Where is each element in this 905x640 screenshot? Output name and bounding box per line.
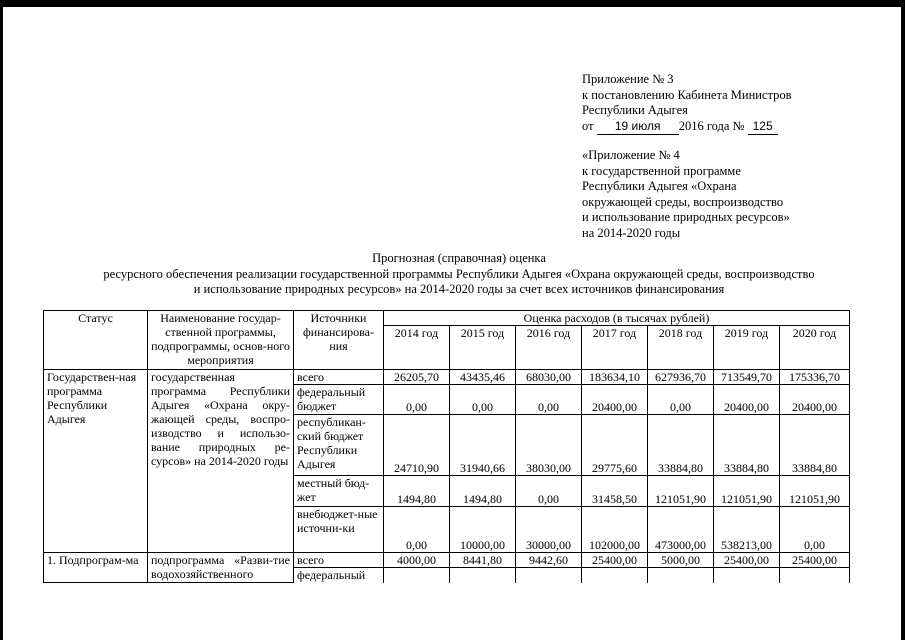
title-line: Прогнозная (справочная) оценка: [372, 251, 546, 265]
value-cell: 25400,00: [780, 553, 850, 568]
value-cell: 10000,00: [450, 507, 516, 553]
source-cell: федеральный: [294, 568, 384, 583]
header-year: 2019 год: [714, 326, 780, 370]
scan-border-right: [901, 0, 905, 640]
date-prefix: от: [582, 118, 594, 133]
value-cell: 538213,00: [714, 507, 780, 553]
value-cell: 8441,80: [450, 553, 516, 568]
value-cell: 4000,00: [384, 553, 450, 568]
appendix-4-header: [582, 148, 790, 241]
value-cell: [582, 568, 648, 583]
appendix-line: «Приложение № 4: [582, 148, 680, 162]
appendix-line: на 2014-2020 годы: [582, 225, 681, 240]
value-cell: 1494,80: [384, 476, 450, 507]
value-cell: [648, 568, 714, 583]
resource-table: [43, 310, 850, 583]
appendix-line: Республики Адыгея: [582, 103, 688, 117]
appendix-date-line: [582, 119, 792, 136]
value-cell: 0,00: [384, 507, 450, 553]
value-cell: 0,00: [516, 476, 582, 507]
source-cell: федеральный бюджет: [294, 385, 384, 415]
value-cell: 175336,70: [780, 370, 850, 385]
value-cell: 473000,00: [648, 507, 714, 553]
source-cell: всего: [294, 370, 384, 385]
header-year: 2015 год: [450, 326, 516, 370]
title-line: и использование природных ресурсов» на 2014-2020 годы за счет всех источников финансирования: [193, 282, 725, 296]
value-cell: 121051,90: [714, 476, 780, 507]
value-cell: 33884,80: [648, 415, 714, 476]
appendix-3-header: [582, 72, 792, 135]
value-cell: 25400,00: [582, 553, 648, 568]
value-cell: 5000,00: [648, 553, 714, 568]
header-year: 2016 год: [516, 326, 582, 370]
value-cell: 25400,00: [714, 553, 780, 568]
subprogram-name: подпрограмма «Разви-тие водохозяйственного: [148, 553, 294, 583]
scan-border-top: [0, 0, 905, 7]
appendix-line: и использование природных ресурсов»: [582, 210, 790, 224]
header-year: 2020 год: [780, 326, 850, 370]
value-cell: 33884,80: [714, 415, 780, 476]
value-cell: 43435,46: [450, 370, 516, 385]
program-status: Государствен-ная программа Республики Адыгея: [44, 370, 148, 553]
document-title: [44, 251, 874, 298]
value-cell: [516, 568, 582, 583]
source-cell: местный бюд-жет: [294, 476, 384, 507]
value-cell: 38030,00: [516, 415, 582, 476]
value-cell: 1494,80: [450, 476, 516, 507]
date-day-month: 19 июля: [597, 119, 679, 136]
source-cell: внебюджет-ные источни-ки: [294, 507, 384, 553]
value-cell: 68030,00: [516, 370, 582, 385]
value-cell: 713549,70: [714, 370, 780, 385]
scan-border-left: [0, 0, 3, 640]
value-cell: [714, 568, 780, 583]
value-cell: 20400,00: [714, 385, 780, 415]
table-row: [44, 370, 850, 385]
value-cell: 627936,70: [648, 370, 714, 385]
value-cell: [384, 568, 450, 583]
value-cell: 33884,80: [780, 415, 850, 476]
value-cell: 31940,66: [450, 415, 516, 476]
value-cell: 0,00: [516, 385, 582, 415]
header-sources: Источники финансирова-ния: [294, 311, 384, 370]
date-year: 2016 года №: [678, 118, 745, 133]
value-cell: 121051,90: [648, 476, 714, 507]
source-cell: всего: [294, 553, 384, 568]
appendix-line: окружающей среды, воспроизводство: [582, 194, 784, 209]
value-cell: 0,00: [780, 507, 850, 553]
value-cell: 0,00: [648, 385, 714, 415]
value-cell: 0,00: [450, 385, 516, 415]
header-year: 2014 год: [384, 326, 450, 370]
title-line: ресурсного обеспечения реализации государственной программы Республики Адыгея «Охрана окружающей среды, воспроизводство: [103, 266, 815, 281]
value-cell: 24710,90: [384, 415, 450, 476]
value-cell: 30000,00: [516, 507, 582, 553]
value-cell: [780, 568, 850, 583]
header-status: Статус: [44, 311, 148, 370]
value-cell: [450, 568, 516, 583]
decree-number: 125: [748, 119, 778, 136]
header-estimate: Оценка расходов (в тысячах рублей): [384, 311, 850, 326]
appendix-line: Республики Адыгея «Охрана: [582, 179, 737, 193]
value-cell: 102000,00: [582, 507, 648, 553]
value-cell: 0,00: [384, 385, 450, 415]
header-name: Наименование государ-ственной программы, подпрограммы, основ-ного мероприятия: [148, 311, 294, 370]
program-name: государственная программа Республики Адыгея «Охрана окру-жающей среды, воспро-изводство и использо-вание природных ре-сурсов» на 2014-2020 годы: [148, 370, 294, 553]
header-row: [44, 311, 850, 326]
subprogram-status: 1. Подпрограм-ма: [44, 553, 148, 583]
value-cell: 29775,60: [582, 415, 648, 476]
value-cell: 31458,50: [582, 476, 648, 507]
value-cell: 20400,00: [582, 385, 648, 415]
value-cell: 26205,70: [384, 370, 450, 385]
value-cell: 183634,10: [582, 370, 648, 385]
value-cell: 9442,60: [516, 553, 582, 568]
appendix-line: Приложение № 3: [582, 72, 674, 86]
value-cell: 121051,90: [780, 476, 850, 507]
appendix-line: к постановлению Кабинета Министров: [582, 87, 792, 102]
header-year: 2017 год: [582, 326, 648, 370]
table-row: [44, 553, 850, 568]
source-cell: республикан-ский бюджет Республики Адыгея: [294, 415, 384, 476]
appendix-line: к государственной программе: [582, 163, 741, 178]
value-cell: 20400,00: [780, 385, 850, 415]
header-year: 2018 год: [648, 326, 714, 370]
